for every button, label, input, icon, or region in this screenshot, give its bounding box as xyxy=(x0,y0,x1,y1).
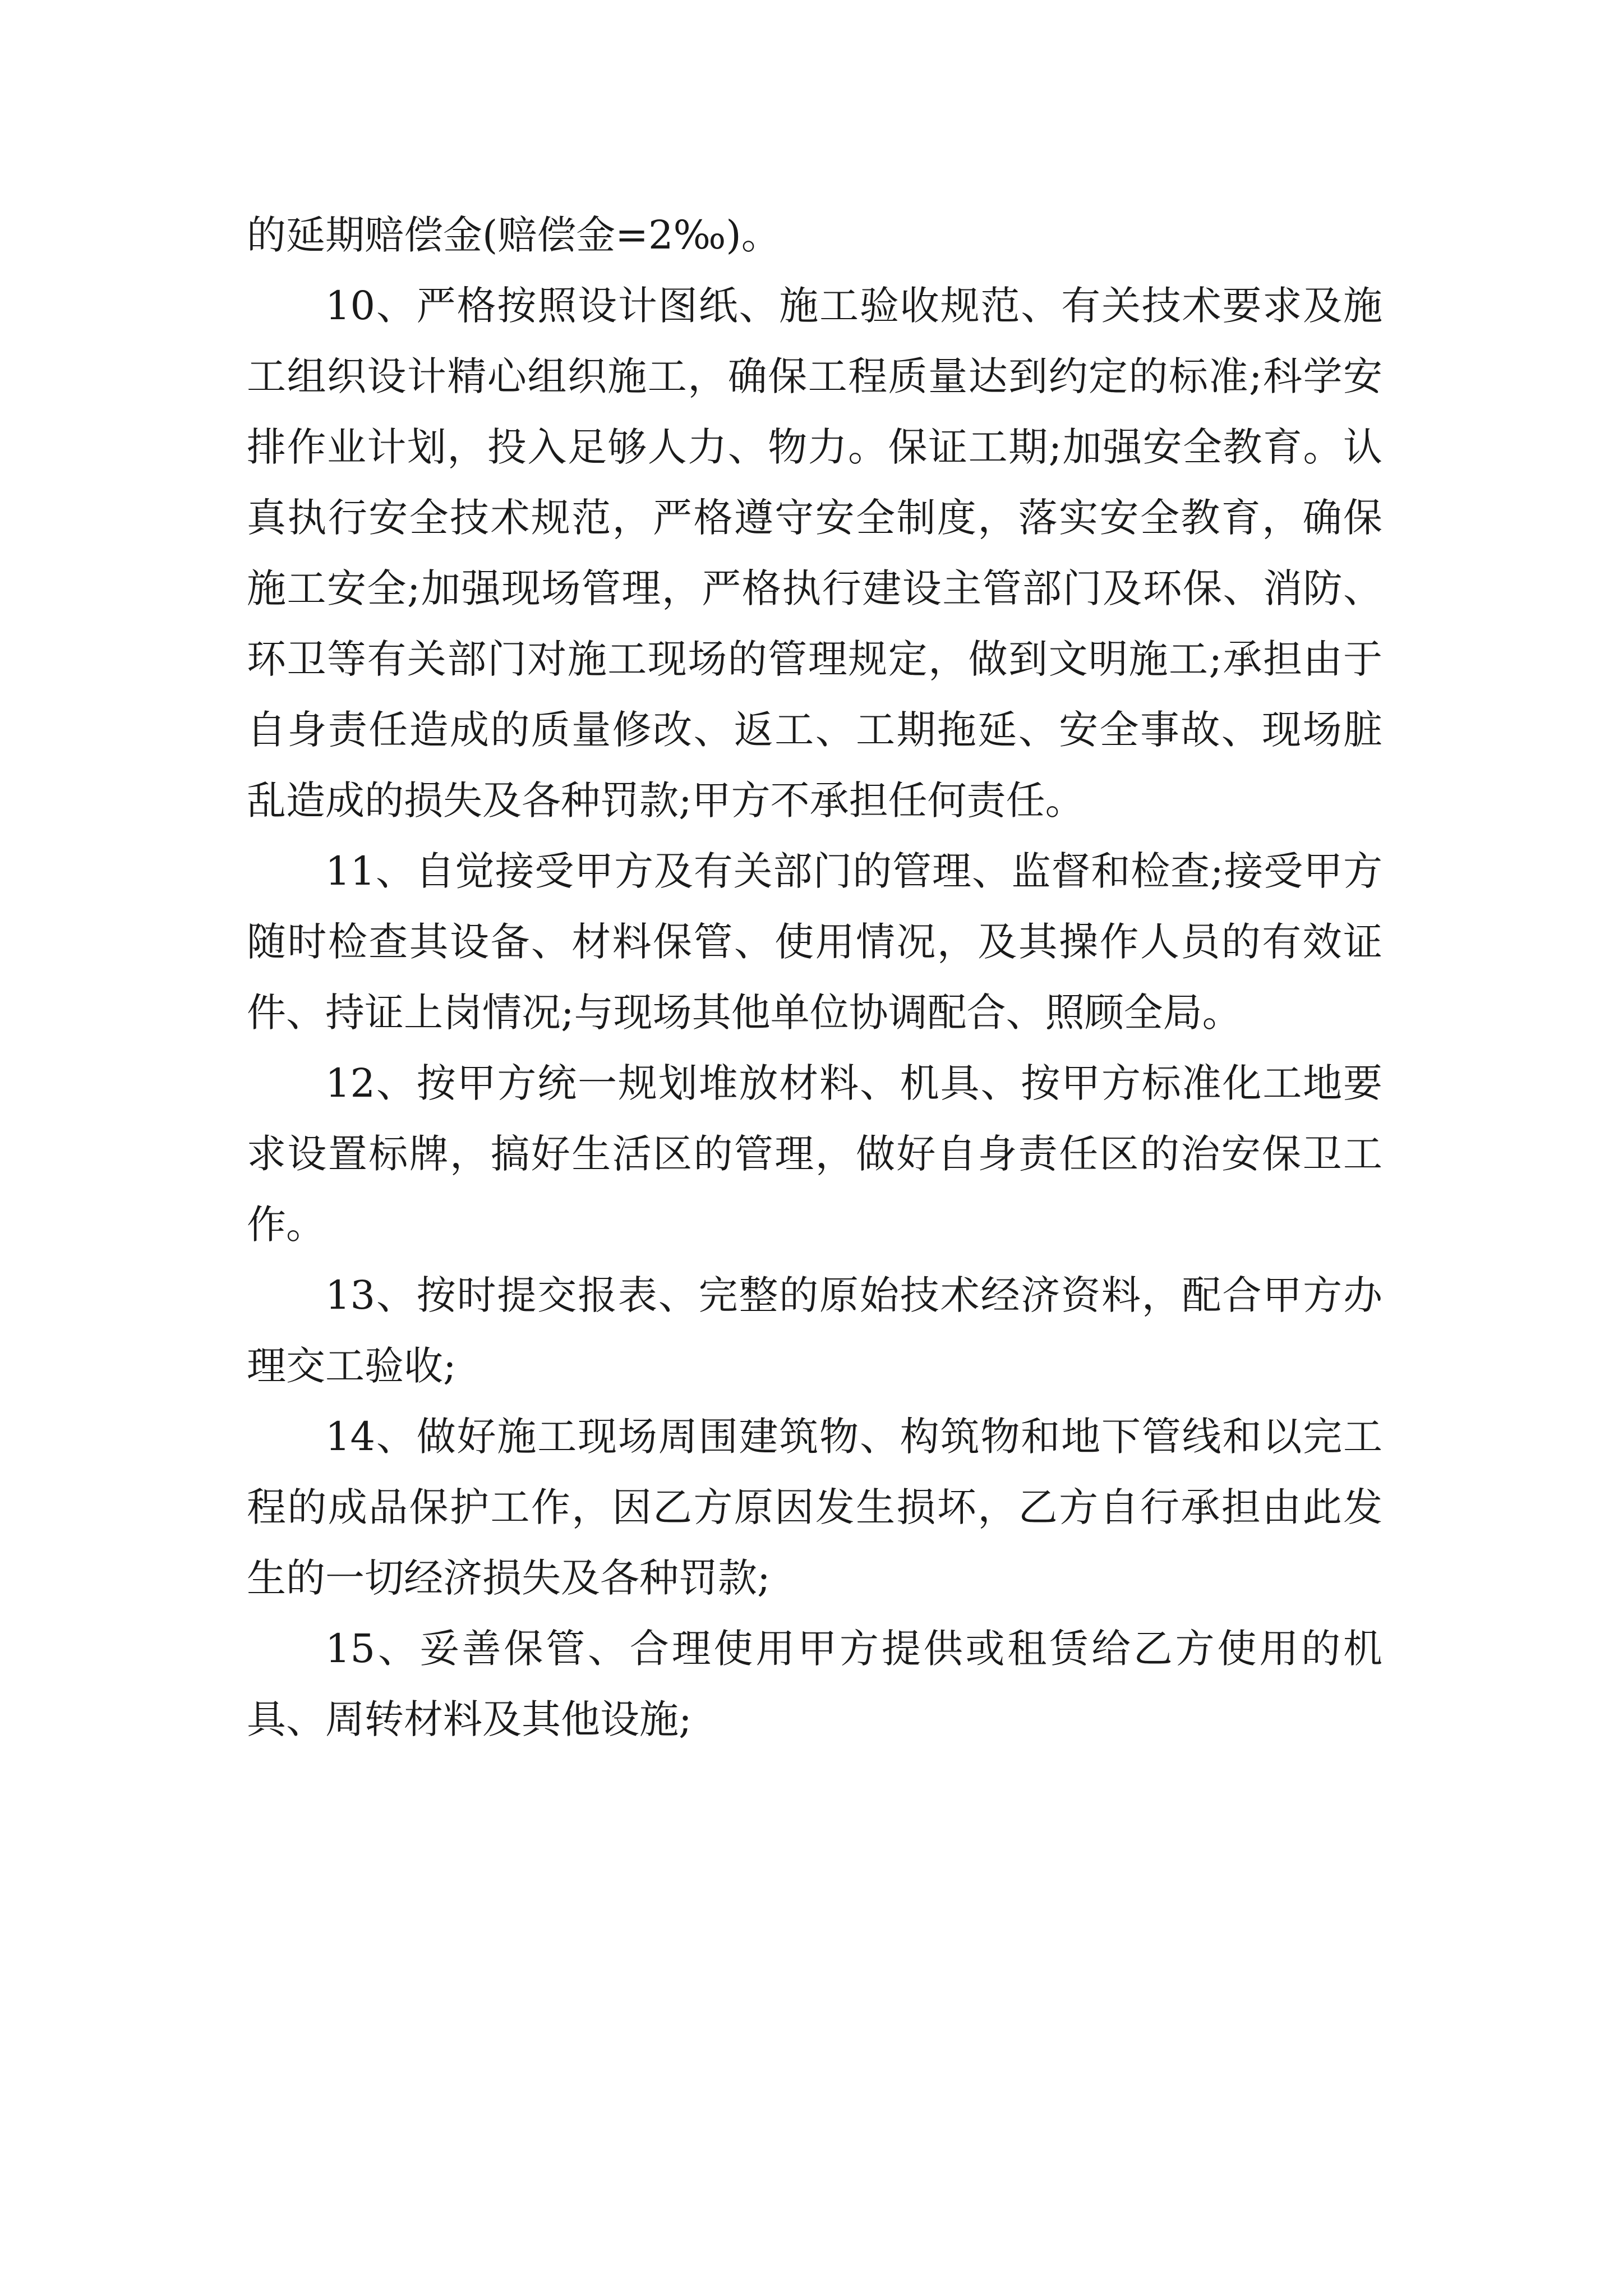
paragraph-item-14: 14、做好施工现场周围建筑物、构筑物和地下管线和以完工程的成品保护工作，因乙方原因发生损坏，乙方自行承担由此发生的一切经济损失及各种罚款; xyxy=(247,1414,1382,1601)
paragraph-item-15: 15、妥善保管、合理使用甲方提供或租赁给乙方使用的机具、周转材料及其他设施; xyxy=(247,1626,1382,1742)
paragraph-item-10: 10、严格按照设计图纸、施工验收规范、有关技术要求及施工组织设计精心组织施工，确保工程质量达到约定的标准;科学安排作业计划，投入足够人力、物力。保证工期;加强安全教育。认真执行安全技术规范，严格遵守安全制度，落实安全教育，确保施工安全;加强现场管理，严格执行建设主管部门及环保、消防、环卫等有关部门对施工现场的管理规定，做到文明施工;承担由于自身责任造成的质量修改、返工、工期拖延、安全事故、现场脏乱造成的损失及各种罚款;甲方不承担任何责任。 xyxy=(247,283,1382,823)
paragraph-item-12: 12、按甲方统一规划堆放材料、机具、按甲方标准化工地要求设置标牌，搞好生活区的管理，做好自身责任区的治安保卫工作。 xyxy=(247,1060,1382,1248)
paragraph-continuation: 的延期赔偿金(赔偿金=2‰)。 xyxy=(247,212,781,258)
document-body xyxy=(247,200,1382,1755)
paragraph-item-13: 13、按时提交报表、完整的原始技术经济资料，配合甲方办理交工验收; xyxy=(247,1272,1382,1389)
paragraph-item-11: 11、自觉接受甲方及有关部门的管理、监督和检查;接受甲方随时检查其设备、材料保管、使用情况，及其操作人员的有效证件、持证上岗情况;与现场其他单位协调配合、照顾全局。 xyxy=(247,848,1382,1036)
